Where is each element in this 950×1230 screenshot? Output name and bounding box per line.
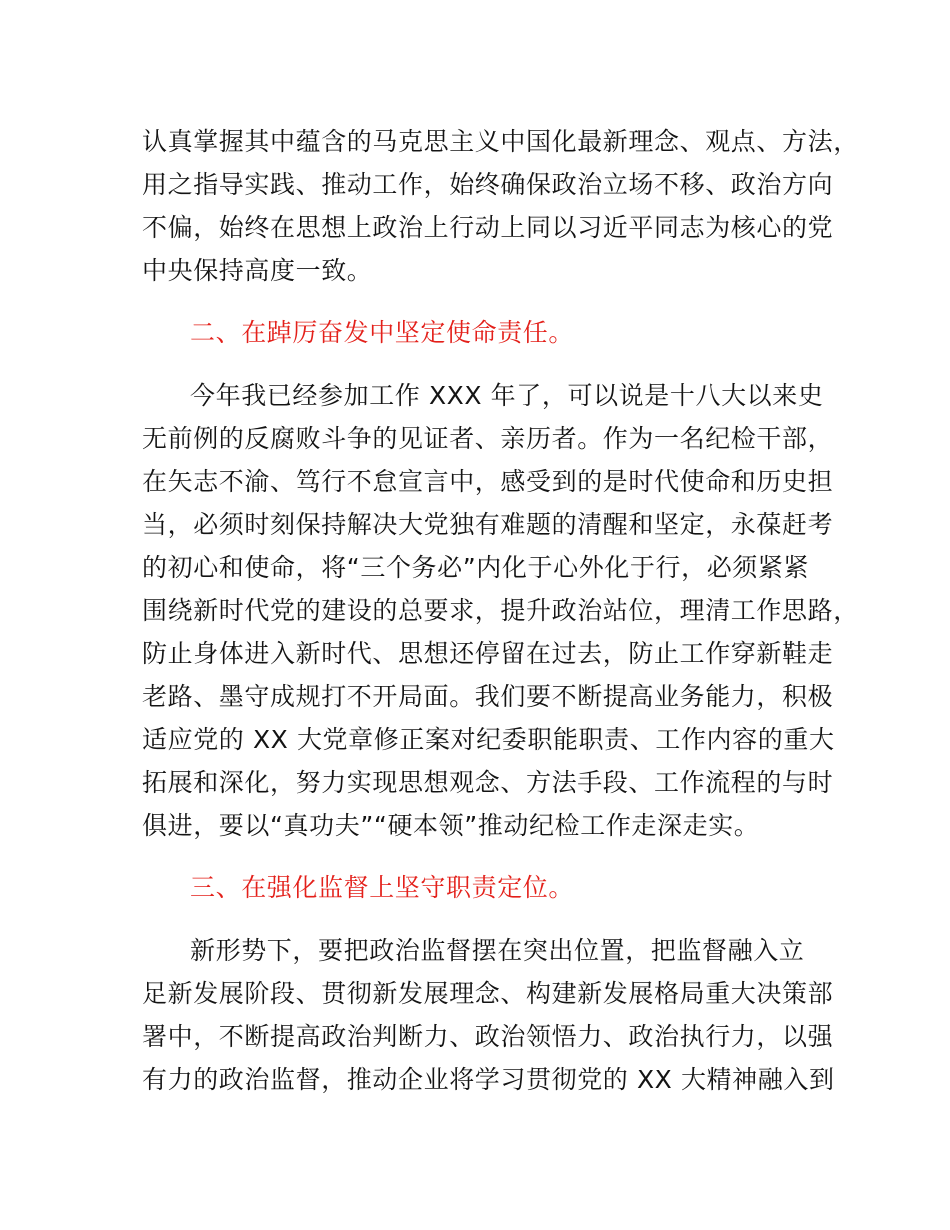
- paragraph-2-line-5: 的初心和使命，将“三个务必”内化于心外化于行，必须紧紧: [142, 553, 810, 582]
- paragraph-1-line-2: 用之指导实践、推动工作，始终确保政治立场不移、政治方向: [142, 170, 834, 199]
- paragraph-1-line-4: 中央保持高度一致。: [142, 256, 373, 285]
- section-heading-3: 三、在强化监督上坚守职责定位。: [190, 873, 575, 902]
- paragraph-2-line-11: 俱进，要以“真功夫”“硬本领”推动纪检工作走深走实。: [142, 811, 760, 840]
- paragraph-2-line-4: 当，必须时刻保持解决大党独有难题的清醒和坚定，永葆赶考: [142, 510, 834, 539]
- paragraph-1-line-1: 认真掌握其中蕴含的马克思主义中国化最新理念、观点、方法，: [142, 127, 859, 156]
- paragraph-2-line-3: 在矢志不渝、笃行不怠宣言中，感受到的是时代使命和历史担: [142, 467, 834, 496]
- paragraph-3-line-1: 新形势下，要把政治监督摆在突出位置，把监督融入立: [190, 936, 805, 965]
- paragraph-3-line-2: 足新发展阶段、贯彻新发展理念、构建新发展格局重大决策部: [142, 979, 834, 1008]
- section-heading-2: 二、在踔厉奋发中坚定使命责任。: [190, 318, 575, 347]
- paragraph-2-line-7: 防止身体进入新时代、思想还停留在过去，防止工作穿新鞋走: [142, 639, 834, 668]
- paragraph-1-line-3: 不偏，始终在思想上政治上行动上同以习近平同志为核心的党: [142, 213, 834, 242]
- paragraph-2-line-8: 老路、墨守成规打不开局面。我们要不断提高业务能力，积极: [142, 682, 834, 711]
- paragraph-2-line-1: 今年我已经参加工作 XXX 年了，可以说是十八大以来史: [190, 381, 824, 410]
- paragraph-2-line-6: 围绕新时代党的建设的总要求，提升政治站位，理清工作思路，: [142, 596, 859, 625]
- paragraph-2-line-10: 拓展和深化，努力实现思想观念、方法手段、工作流程的与时: [142, 768, 834, 797]
- paragraph-2-line-2: 无前例的反腐败斗争的见证者、亲历者。作为一名纪检干部，: [142, 424, 834, 453]
- paragraph-2-line-9: 适应党的 XX 大党章修正案对纪委职能职责、工作内容的重大: [142, 725, 835, 754]
- paragraph-3-line-4: 有力的政治监督，推动企业将学习贯彻党的 XX 大精神融入到: [142, 1065, 835, 1094]
- paragraph-3-line-3: 署中，不断提高政治判断力、政治领悟力、政治执行力，以强: [142, 1022, 834, 1051]
